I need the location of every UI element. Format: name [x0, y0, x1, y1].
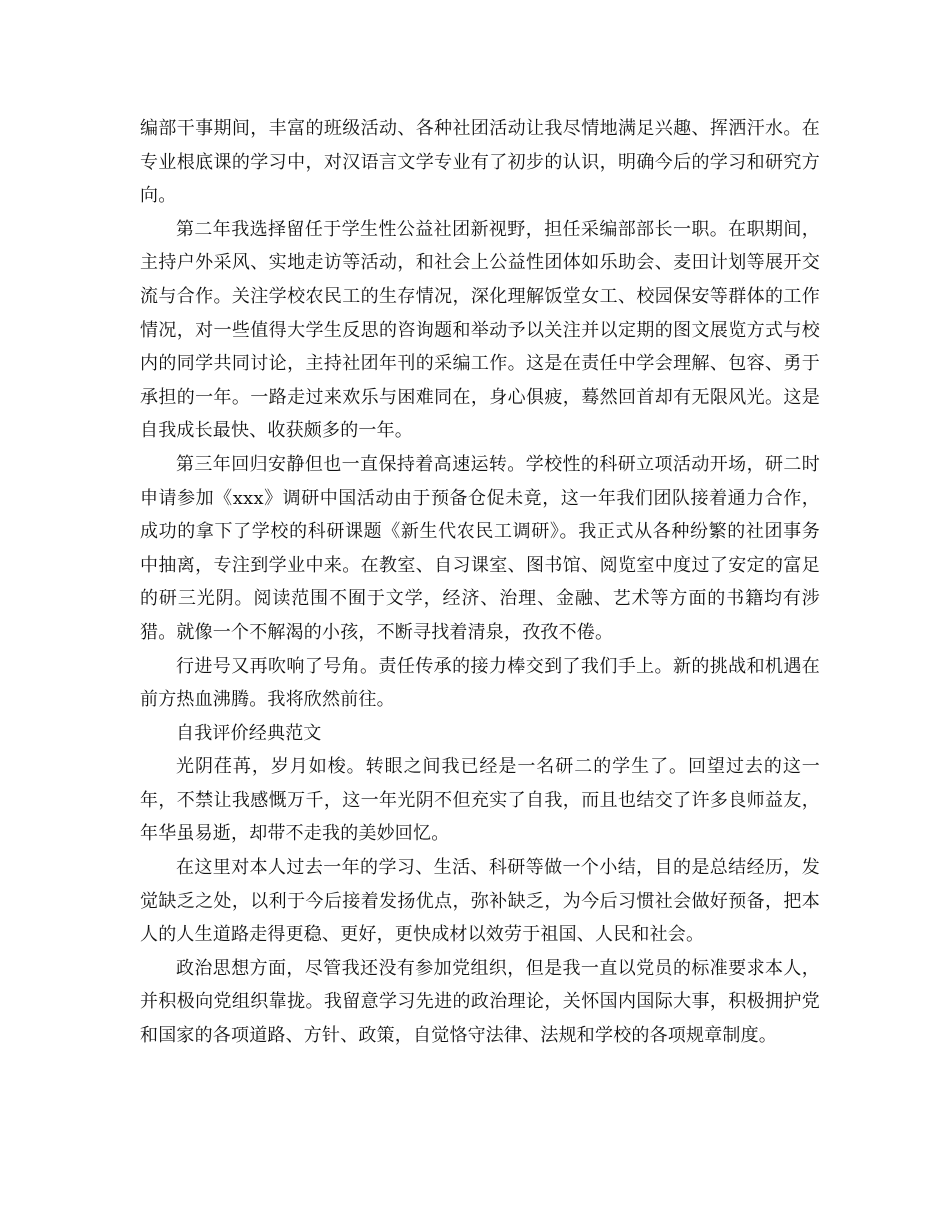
paragraph-politics: 政治思想方面，尽管我还没有参加党组织，但是我一直以党员的标准要求本人，并积极向党组织靠拢。我留意学习先进的政治理论，关怀国内国际大事，积极拥护党和国家的各项道路、方针、政策，自觉恪守法律、法规和学校的各项规章制度。	[140, 957, 820, 1047]
paragraph-summary: 在这里对本人过去一年的学习、生活、科研等做一个小结，目的是总结经历，发觉缺乏之处，以利于今后接着发扬优点，弥补缺乏，为今后习惯社会做好预备，把本人的人生道路走得更稳、更好，更快成材以效劳于祖国、人民和社会。	[140, 857, 820, 946]
paragraph-continuation: 编部干事期间，丰富的班级活动、各种社团活动让我尽情地满足兴趣、挥洒汗水。在专业根底课的学习中，对汉语言文学专业有了初步的认识，明确今后的学习和研究方向。	[140, 118, 820, 207]
document-body	[140, 112, 820, 1053]
paragraph-third-year: 第三年回归安静但也一直保持着高速运转。学校性的科研立项活动开场，研二时申请参加《xxx》调研中国活动由于预备仓促未竟，这一年我们团队接着通力合作，成功的拿下了学校的科研课题《新生代农民工调研》。我正式从各种纷繁的社团事务中抽离，专注到学业中来。在教室、自习课室、图书馆、阅览室中度过了安定的富足的研三光阴。阅读范围不囿于文学，经济、治理、金融、艺术等方面的书籍均有涉猎。就像一个不解渴的小孩，不断寻找着清泉，孜孜不倦。	[140, 453, 820, 643]
paragraph-intro: 光阴荏苒，岁月如梭。转眼之间我已经是一名研二的学生了。回望过去的这一年，不禁让我感慨万千，这一年光阴不但充实了自我，而且也结交了许多良师益友，年华虽易逝，却带不走我的美妙回忆。	[140, 756, 820, 845]
paragraph-second-year: 第二年我选择留任于学生性公益社团新视野，担任采编部部长一职。在职期间，主持户外采风、实地走访等活动，和社会上公益性团体如乐助会、麦田计划等展开交流与合作。关注学校农民工的生存情况，深化理解饭堂女工、校园保安等群体的工作情况，对一些值得大学生反思的咨询题和举动予以关注并以定期的图文展览方式与校内的同学共同讨论，主持社团年刊的采编工作。这是在责任中学会理解、包容、勇于承担的一年。一路走过来欢乐与困难同在，身心俱疲，蓦然回首却有无限风光。这是自我成长最快、收获颇多的一年。	[140, 218, 820, 442]
paragraph-closing: 行进号又再吹响了号角。责任传承的接力棒交到了我们手上。新的挑战和机遇在前方热血沸腾。我将欣然前往。	[140, 655, 820, 711]
section-heading: 自我评价经典范文	[176, 722, 322, 744]
